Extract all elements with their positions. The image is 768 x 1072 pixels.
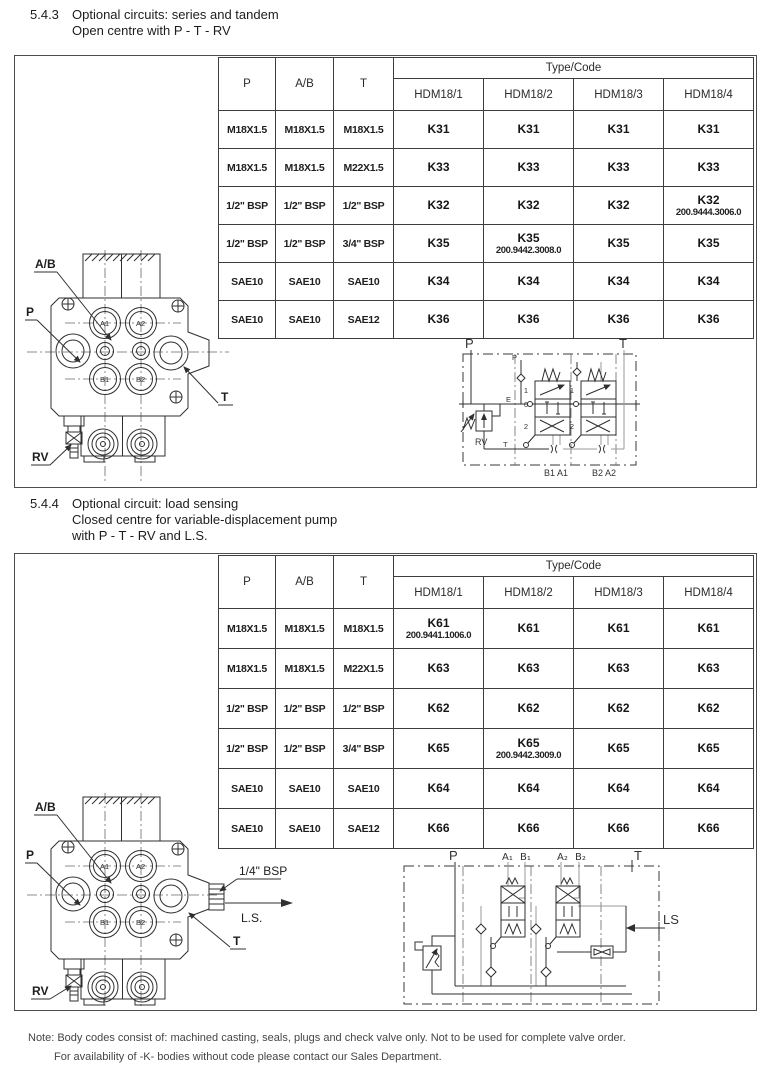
- label-p: P: [26, 848, 35, 862]
- hydraulic-schematic-543: [453, 334, 653, 484]
- footnote: [28, 1029, 626, 1067]
- port-cell: 1/2" BSP: [276, 689, 334, 729]
- port-cell: 1/2" BSP: [334, 689, 394, 729]
- type-header: HDM18/4: [664, 79, 754, 111]
- code-cell: K63: [574, 649, 664, 689]
- port-cell: M18X1.5: [276, 111, 334, 149]
- port-label-a2: A2: [136, 862, 146, 871]
- table-row: [219, 649, 754, 689]
- valve-drawing-544: [23, 791, 313, 1009]
- code-cell: K66: [574, 809, 664, 849]
- table-row: [219, 149, 754, 187]
- label-t: T: [233, 934, 241, 948]
- code-cell: K61: [574, 609, 664, 649]
- label-b2a2: B2 A2: [591, 468, 617, 478]
- section-title-line2: Open centre with P - T - RV: [72, 23, 231, 38]
- label-b1a1: B1 A1: [543, 468, 569, 478]
- schematic-boundary: [404, 866, 659, 1004]
- port-cell: SAE10: [276, 809, 334, 849]
- schematic-label-p: P: [465, 336, 474, 351]
- port-cell: M18X1.5: [276, 649, 334, 689]
- code-cell: K35: [664, 225, 754, 263]
- code-cell: K35: [574, 225, 664, 263]
- code-cell: K65 200.9442.3009.0: [484, 729, 574, 769]
- port-cell: 1/2" BSP: [219, 729, 276, 769]
- valve-lower-block: [81, 959, 165, 1005]
- port-cell: SAE10: [219, 263, 276, 301]
- code-cell: K33: [394, 149, 484, 187]
- code-cell: K64: [394, 769, 484, 809]
- schematic-boundary: [463, 354, 636, 465]
- port-cell: 3/4" BSP: [334, 225, 394, 263]
- port-cell: M18X1.5: [276, 609, 334, 649]
- port-labels: [100, 319, 145, 384]
- port-cell: M22X1.5: [334, 149, 394, 187]
- code-cell: K31: [574, 111, 664, 149]
- code-cell: K65: [574, 729, 664, 769]
- inner-label-rv: RV: [475, 437, 488, 447]
- code-cell: K36: [484, 301, 574, 339]
- label-p: P: [26, 305, 35, 319]
- code-cell: K63: [394, 649, 484, 689]
- spool2-pos-2: 2: [569, 422, 574, 431]
- table-row: [219, 689, 754, 729]
- col-header-t: T: [334, 556, 394, 609]
- label-ls: L.S.: [241, 911, 263, 925]
- code-cell: K34: [484, 263, 574, 301]
- schematic-label-b2: B₂: [575, 852, 586, 863]
- col-header-t: T: [334, 58, 394, 111]
- code-cell: K33: [664, 149, 754, 187]
- type-header: HDM18/1: [394, 79, 484, 111]
- label-ab: A/B: [35, 800, 56, 814]
- col-header-ab: A/B: [276, 58, 334, 111]
- valve-ports: [56, 308, 188, 395]
- port-cell: 1/2" BSP: [334, 187, 394, 225]
- section-title-line1: Optional circuit: load sensing: [72, 496, 239, 511]
- code-cell: K32 200.9444.3006.0: [664, 187, 754, 225]
- label-t: T: [221, 390, 229, 404]
- table-row: [219, 225, 754, 263]
- port-label-b1: B1: [100, 918, 110, 927]
- code-cell: K33: [574, 149, 664, 187]
- code-cell: K66: [394, 809, 484, 849]
- spool1-pos-1: 1: [523, 386, 528, 395]
- port-cell: M18X1.5: [219, 149, 276, 187]
- col-header-p: P: [219, 58, 276, 111]
- hydraulic-schematic-544: [397, 846, 732, 1009]
- port-cell: M18X1.5: [276, 149, 334, 187]
- port-cell: SAE10: [219, 301, 276, 339]
- section-title-line1: Optional circuits: series and tandem: [72, 7, 279, 22]
- type-header: HDM18/4: [664, 577, 754, 609]
- schematic-label-p: P: [449, 848, 458, 863]
- section-title-line2: Closed centre for variable-displacement pump: [72, 512, 338, 527]
- label-quarter-bsp: 1/4" BSP: [239, 864, 288, 878]
- port-cell: SAE10: [219, 809, 276, 849]
- ls-threaded-port: [209, 884, 224, 910]
- col-header-p: P: [219, 556, 276, 609]
- code-cell: K31: [394, 111, 484, 149]
- type-header: HDM18/3: [574, 577, 664, 609]
- code-cell: K65: [664, 729, 754, 769]
- schematic-label-ls: LS: [663, 912, 679, 927]
- section-heading-543: [30, 7, 279, 39]
- schematic-label-t: T: [619, 336, 627, 351]
- port-cell: SAE10: [276, 769, 334, 809]
- schematic-label-a1: A₁: [502, 852, 513, 863]
- code-cell: K32: [394, 187, 484, 225]
- table-row: [219, 111, 754, 149]
- code-cell: K62: [574, 689, 664, 729]
- code-cell: K35: [394, 225, 484, 263]
- port-cell: 1/2" BSP: [276, 225, 334, 263]
- inner-label-e: E: [506, 395, 512, 404]
- code-cell: K34: [664, 263, 754, 301]
- valve-top-block: [83, 254, 160, 298]
- code-cell: K61: [664, 609, 754, 649]
- valve-top-block: [83, 797, 160, 841]
- label-rv: RV: [32, 450, 49, 464]
- code-cell: K63: [484, 649, 574, 689]
- port-cell: 1/2" BSP: [276, 729, 334, 769]
- section-543-frame: [14, 55, 757, 488]
- code-cell: K66: [484, 809, 574, 849]
- code-cell: K36: [664, 301, 754, 339]
- table-row: [219, 609, 754, 649]
- code-cell: K32: [484, 187, 574, 225]
- spool1-pos-2: 2: [523, 422, 528, 431]
- port-cell: 1/2" BSP: [219, 187, 276, 225]
- spec-table-543: [218, 57, 754, 339]
- port-label-a1: A1: [100, 862, 110, 871]
- schematic-label-a2: A₂: [557, 852, 568, 863]
- port-label-a1: A1: [100, 319, 110, 328]
- inner-label-p: P: [512, 353, 518, 362]
- table-row: [219, 301, 754, 339]
- code-cell: K35 200.9442.3008.0: [484, 225, 574, 263]
- type-header: HDM18/2: [484, 79, 574, 111]
- type-header: HDM18/3: [574, 79, 664, 111]
- port-cell: SAE10: [334, 263, 394, 301]
- schematic-lines: [432, 860, 665, 994]
- code-cell: K31: [484, 111, 574, 149]
- spool1-pos-0: 0: [524, 400, 529, 409]
- port-cell: SAE12: [334, 809, 394, 849]
- port-cell: M18X1.5: [219, 649, 276, 689]
- port-cell: SAE10: [276, 263, 334, 301]
- code-cell: K62: [394, 689, 484, 729]
- col-header-ab: A/B: [276, 556, 334, 609]
- schematic-label-t: T: [634, 848, 642, 863]
- port-labels: [100, 862, 145, 927]
- section-heading-544: [30, 496, 337, 544]
- port-cell: 1/2" BSP: [276, 187, 334, 225]
- code-cell: K34: [394, 263, 484, 301]
- code-cell: K62: [664, 689, 754, 729]
- code-cell: K65: [394, 729, 484, 769]
- valve-drawing-543: [23, 248, 235, 488]
- spool2-pos-1: 1: [569, 386, 574, 395]
- code-cell: K33: [484, 149, 574, 187]
- code-cell: K62: [484, 689, 574, 729]
- code-cell: K32: [574, 187, 664, 225]
- type-header: HDM18/2: [484, 577, 574, 609]
- group-header-type-code: Type/Code: [394, 58, 754, 79]
- port-cell: M18X1.5: [219, 609, 276, 649]
- inner-label-t: T: [503, 440, 508, 449]
- table-row: [219, 187, 754, 225]
- port-label-b2: B2: [136, 375, 146, 384]
- port-label-a2: A2: [136, 319, 146, 328]
- valve-ports: [56, 851, 188, 938]
- port-cell: SAE10: [219, 769, 276, 809]
- footnote-line1: Note: Body codes consist of: machined casting, seals, plugs and check valve only. Not to be used for complete valve order.: [28, 1032, 626, 1044]
- port-cell: M18X1.5: [219, 111, 276, 149]
- schematic-label-b1: B₁: [520, 852, 531, 863]
- leader-labels: [25, 257, 233, 465]
- port-label-b2: B2: [136, 918, 146, 927]
- section-number: 5.4.4: [30, 496, 59, 511]
- port-cell: M18X1.5: [334, 111, 394, 149]
- code-cell: K64: [574, 769, 664, 809]
- port-cell: SAE10: [334, 769, 394, 809]
- port-cell: M18X1.5: [334, 609, 394, 649]
- code-cell: K63: [664, 649, 754, 689]
- footnote-line2: For availability of -K- bodies without code please contact our Sales Department.: [54, 1051, 442, 1063]
- code-cell: K34: [574, 263, 664, 301]
- code-cell: K31: [664, 111, 754, 149]
- section-title-line3: with P - T - RV and L.S.: [72, 528, 208, 543]
- table-row: [219, 729, 754, 769]
- label-ab: A/B: [35, 257, 56, 271]
- port-cell: 3/4" BSP: [334, 729, 394, 769]
- relief-valve-symbol: [415, 936, 455, 994]
- port-cell: 1/2" BSP: [219, 689, 276, 729]
- label-rv: RV: [32, 984, 49, 998]
- type-header: HDM18/1: [394, 577, 484, 609]
- code-cell: K61: [484, 609, 574, 649]
- code-cell: K36: [574, 301, 664, 339]
- port-label-b1: B1: [100, 375, 110, 384]
- port-cell: SAE12: [334, 301, 394, 339]
- table-row: [219, 263, 754, 301]
- section-number: 5.4.3: [30, 7, 59, 22]
- code-cell: K66: [664, 809, 754, 849]
- code-cell: K64: [664, 769, 754, 809]
- port-cell: SAE10: [276, 301, 334, 339]
- code-cell: K61 200.9441.1006.0: [394, 609, 484, 649]
- code-cell: K36: [394, 301, 484, 339]
- section-544-frame: [14, 553, 757, 1011]
- valve-lower-block: [81, 416, 165, 462]
- group-header-type-code: Type/Code: [394, 556, 754, 577]
- code-cell: K64: [484, 769, 574, 809]
- port-cell: 1/2" BSP: [219, 225, 276, 263]
- port-cell: M22X1.5: [334, 649, 394, 689]
